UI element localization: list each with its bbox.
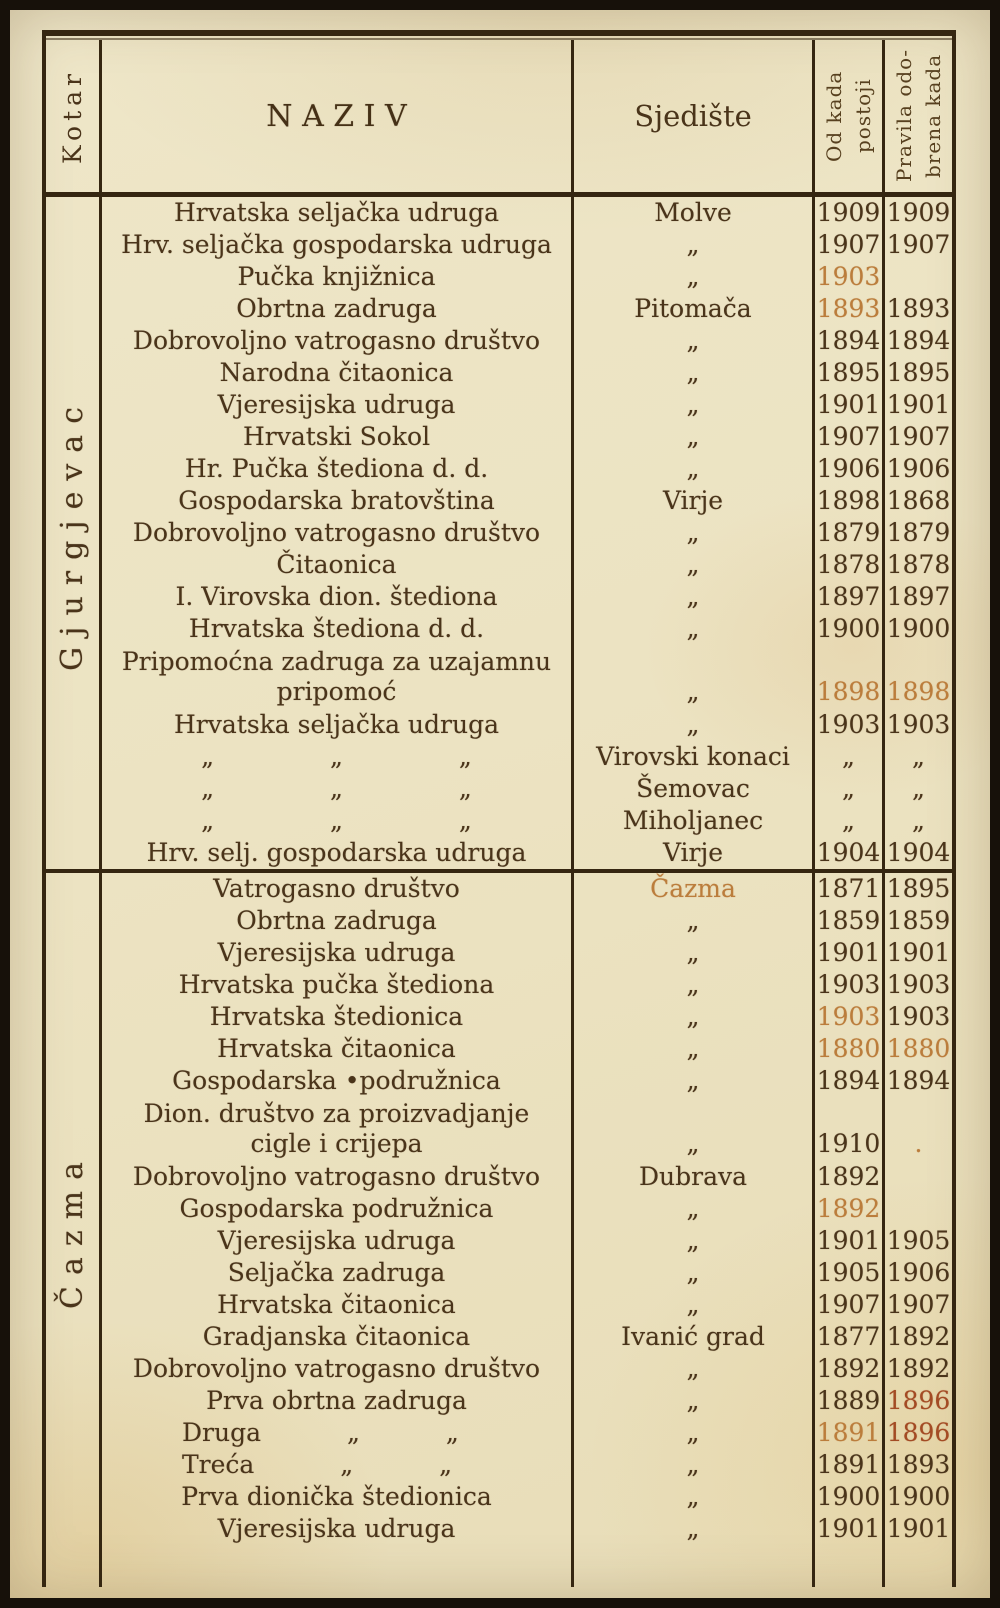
sjediste-cell: „	[686, 326, 700, 355]
naziv-text: Dobrovoljno vatrogasno društvo	[132, 1162, 541, 1191]
naziv-cell	[102, 325, 571, 357]
naziv-cell	[102, 1289, 571, 1321]
approved-cell: „	[912, 742, 925, 771]
approved-cell	[885, 261, 952, 293]
founded-cell: 1879	[816, 518, 881, 547]
approved-cell: 1901	[886, 390, 951, 419]
founded-cell: 1906	[816, 454, 881, 483]
approved-cell: 1903	[886, 970, 951, 999]
approved-cell: 1907	[886, 1290, 951, 1319]
approved-cell: 1893	[886, 1450, 951, 1479]
approved-cell: 1879	[886, 518, 951, 547]
founded-cell: 1891	[816, 1418, 881, 1447]
sjediste-cell: „	[686, 1258, 700, 1287]
naziv-text: Seljačka zadruga	[227, 1258, 446, 1287]
founded-cell: 1877	[816, 1322, 881, 1351]
founded-cell: 1897	[816, 582, 881, 611]
sjediste-cell: „	[686, 1514, 700, 1543]
approved-cell: 1868	[886, 486, 951, 515]
founded-cell: 1901	[816, 938, 881, 967]
sjediste-cell: Pitomača	[634, 294, 752, 323]
naziv-text: Druga „ „	[182, 1418, 459, 1447]
approved-cell: 1892	[886, 1322, 951, 1351]
sjediste-cell: „	[686, 1450, 700, 1479]
founded-cell: 1904	[816, 838, 881, 867]
naziv-text: Hrv. selj. gospodarska udruga	[146, 838, 527, 867]
naziv-text: Prva obrtna zadruga	[206, 1386, 467, 1415]
sjediste-cell: „	[686, 358, 700, 387]
naziv-text: Obrtna zadruga	[236, 906, 437, 935]
sjediste-cell: Dubrava	[638, 1162, 748, 1191]
naziv-text: Gospodarska bratovština	[178, 486, 495, 515]
approved-cell: 1895	[886, 358, 951, 387]
naziv-text: Narodna čitaonica	[219, 358, 454, 387]
sjediste-cell: „	[686, 906, 700, 935]
approved-cell: 1901	[886, 1514, 951, 1543]
naziv-cell	[102, 1161, 571, 1193]
naziv-cell	[102, 1417, 571, 1449]
header-kotar-label: Kotar	[58, 68, 87, 164]
naziv-cell	[102, 357, 571, 389]
naziv-cell	[102, 1481, 571, 1513]
naziv-text: Vjeresijska udruga	[217, 1514, 456, 1543]
naziv-text: Hr. Pučka štediona d. d.	[184, 454, 489, 483]
header-sjediste-label: Sjedište	[634, 99, 752, 133]
header-founded-label: Od kada postoji	[821, 70, 875, 162]
founded-cell: 1892	[816, 1162, 881, 1191]
founded-cell: 1903	[816, 262, 881, 291]
founded-cell: 1903	[816, 1002, 881, 1031]
naziv-text: Dobrovoljno vatrogasno društvo	[132, 518, 541, 547]
approved-cell	[885, 1161, 952, 1193]
naziv-text: Pripomoćna zadruga za uzajamnu	[121, 647, 552, 676]
header-founded	[812, 40, 882, 192]
approved-cell: 1903	[886, 1002, 951, 1031]
naziv-text: Hrvatska seljačka udruga	[174, 198, 499, 227]
sjediste-cell: Ivanić grad	[621, 1322, 765, 1351]
approved-cell: 1859	[886, 906, 951, 935]
founded-column	[812, 873, 882, 1587]
sjediste-cell: Miholjanec	[622, 806, 764, 835]
naziv-text: Gospodarska podružnica	[179, 1194, 494, 1223]
naziv-cell	[102, 1001, 571, 1033]
naziv-cell	[102, 873, 571, 905]
naziv-cell	[102, 645, 571, 709]
naziv-cell	[102, 969, 571, 1001]
sjediste-cell: Šemovac	[636, 774, 750, 803]
sjediste-cell: „	[686, 1482, 700, 1511]
approved-cell: 1900	[886, 1482, 951, 1511]
naziv-cell	[102, 905, 571, 937]
sjediste-column	[571, 197, 812, 869]
founded-cell: 1892	[816, 1354, 881, 1383]
naziv-text: Pučka knjižnica	[237, 262, 436, 291]
naziv-text-line2: cigle i crijepa	[250, 1129, 423, 1158]
sjediste-cell: „	[686, 230, 700, 259]
naziv-cell	[102, 581, 571, 613]
founded-cell: 1900	[816, 1482, 881, 1511]
naziv-text: Vjeresijska udruga	[217, 390, 456, 419]
naziv-cell	[102, 805, 571, 837]
naziv-cell	[102, 549, 571, 581]
naziv-text: Hrvatska čitaonica	[217, 1290, 456, 1319]
naziv-text: Vatrogasno društvo	[213, 874, 460, 903]
naziv-text: Treća „ „	[182, 1450, 453, 1479]
approved-cell: .	[914, 1129, 923, 1158]
approved-cell: 1903	[886, 710, 951, 739]
naziv-text: Čitaonica	[276, 550, 397, 579]
founded-cell: „	[842, 742, 855, 771]
naziv-cell	[102, 937, 571, 969]
sjediste-cell: „	[686, 422, 700, 451]
naziv-cell	[102, 229, 571, 261]
approved-cell: 1909	[886, 198, 951, 227]
founded-cell: 1907	[816, 230, 881, 259]
naziv-cell	[102, 485, 571, 517]
naziv-cell	[102, 517, 571, 549]
naziv-cell	[102, 1385, 571, 1417]
founded-cell: 1895	[816, 358, 881, 387]
sjediste-cell: Molve	[654, 198, 732, 227]
naziv-text: Prva dionička štedionica	[181, 1482, 492, 1511]
naziv-cell	[102, 741, 571, 773]
naziv-cell	[102, 1193, 571, 1225]
approved-cell	[885, 1193, 952, 1225]
naziv-cell	[102, 1257, 571, 1289]
naziv-cell	[102, 293, 571, 325]
founded-cell: 1909	[816, 198, 881, 227]
kotar-section-label: Čazma	[55, 1151, 90, 1309]
sjediste-cell: „	[686, 454, 700, 483]
header-approved	[882, 40, 952, 192]
sjediste-cell: „	[686, 1194, 700, 1223]
sjediste-cell: „	[686, 1129, 700, 1158]
sjediste-cell: „	[686, 614, 700, 643]
sjediste-cell: „	[686, 1066, 700, 1095]
kotar-section-label: Gjurgjevac	[55, 395, 90, 671]
naziv-cell	[102, 837, 571, 869]
founded-cell: 1880	[816, 1034, 881, 1063]
sjediste-cell: „	[686, 1354, 700, 1383]
approved-column	[882, 873, 952, 1587]
naziv-cell	[102, 261, 571, 293]
naziv-text: Hrvatska pučka štediona	[178, 970, 495, 999]
approved-column	[882, 197, 952, 869]
approved-cell: 1898	[886, 677, 951, 706]
sjediste-cell: „	[686, 938, 700, 967]
approved-cell: 1894	[886, 326, 951, 355]
founded-cell: 1901	[816, 390, 881, 419]
naziv-cell	[102, 1225, 571, 1257]
founded-cell: 1898	[816, 486, 881, 515]
founded-cell: 1910	[816, 1129, 881, 1158]
sjediste-cell: Virje	[662, 486, 724, 515]
header-sjediste	[571, 40, 812, 192]
sjediste-cell: „	[686, 550, 700, 579]
approved-cell: 1880	[886, 1034, 951, 1063]
sjediste-cell: „	[686, 1002, 700, 1031]
founded-cell: 1903	[816, 710, 881, 739]
founded-cell: 1898	[816, 677, 881, 706]
sjediste-cell: Virje	[662, 838, 724, 867]
founded-cell: „	[842, 806, 855, 835]
naziv-cell	[102, 709, 571, 741]
founded-cell: 1900	[816, 614, 881, 643]
naziv-text: „ „ „	[201, 742, 472, 771]
sjediste-cell: „	[686, 582, 700, 611]
founded-cell: 1893	[816, 294, 881, 323]
founded-cell: 1894	[816, 326, 881, 355]
kotar-cell	[46, 197, 99, 869]
naziv-text: Vjeresijska udruga	[217, 938, 456, 967]
section-gjurgjevac	[46, 197, 952, 869]
header-kotar	[46, 40, 99, 192]
section-cazma	[46, 869, 952, 1587]
table-header	[46, 40, 952, 197]
naziv-cell	[102, 421, 571, 453]
naziv-cell	[102, 1033, 571, 1065]
naziv-text: Hrv. seljačka gospodarska udruga	[121, 230, 552, 259]
sjediste-cell: „	[686, 1226, 700, 1255]
founded-cell: 1907	[816, 1290, 881, 1319]
sjediste-column	[571, 873, 812, 1587]
naziv-text-line2: pripomoć	[276, 677, 397, 706]
sjediste-cell: „	[686, 1386, 700, 1415]
founded-cell: 1905	[816, 1258, 881, 1287]
approved-cell: 1907	[886, 422, 951, 451]
approved-cell: 1905	[886, 1226, 951, 1255]
founded-cell: 1907	[816, 422, 881, 451]
approved-cell: 1892	[886, 1354, 951, 1383]
founded-cell: 1901	[816, 1514, 881, 1543]
sjediste-cell: „	[686, 390, 700, 419]
kotar-cell	[46, 873, 99, 1587]
approved-cell: 1897	[886, 582, 951, 611]
founded-cell: 1878	[816, 550, 881, 579]
founded-cell: 1894	[816, 1066, 881, 1095]
founded-column	[812, 197, 882, 869]
founded-cell: 1889	[816, 1386, 881, 1415]
approved-cell: 1904	[886, 838, 951, 867]
naziv-cell	[102, 1065, 571, 1097]
founded-cell: 1859	[816, 906, 881, 935]
approved-cell: 1895	[886, 874, 951, 903]
founded-cell: 1901	[816, 1226, 881, 1255]
naziv-column	[99, 197, 571, 869]
naziv-text: Hrvatska čitaonica	[217, 1034, 456, 1063]
approved-cell: 1901	[886, 938, 951, 967]
naziv-column	[99, 873, 571, 1587]
naziv-text: Hrvatski Sokol	[242, 422, 431, 451]
naziv-cell	[102, 773, 571, 805]
sjediste-cell: „	[686, 1290, 700, 1319]
naziv-text: Hrvatska štedionica	[209, 1002, 464, 1031]
naziv-cell	[102, 1449, 571, 1481]
sjediste-cell: „	[686, 1034, 700, 1063]
approved-cell: 1896	[886, 1418, 951, 1447]
approved-cell: 1896	[886, 1386, 951, 1415]
sjediste-cell: „	[686, 710, 700, 739]
founded-cell: 1871	[816, 874, 881, 903]
sjediste-cell: „	[686, 970, 700, 999]
naziv-text: Vjeresijska udruga	[217, 1226, 456, 1255]
naziv-text: Gradjanska čitaonica	[202, 1322, 471, 1351]
naziv-text: „ „ „	[201, 774, 472, 803]
naziv-text: „ „ „	[201, 806, 472, 835]
sjediste-cell: „	[686, 677, 700, 706]
founded-cell: „	[842, 774, 855, 803]
approved-cell: 1893	[886, 294, 951, 323]
sjediste-cell: Virovski konaci	[596, 742, 790, 771]
header-approved-label: Pravila odo-brena kada	[891, 49, 945, 183]
approved-cell: 1894	[886, 1066, 951, 1095]
naziv-text: Gospodarska •podružnica	[172, 1066, 501, 1095]
approved-cell: 1907	[886, 230, 951, 259]
founded-cell: 1892	[816, 1194, 881, 1223]
sjediste-cell: „	[686, 262, 700, 291]
naziv-cell	[102, 197, 571, 229]
naziv-cell	[102, 1321, 571, 1353]
naziv-text: Obrtna zadruga	[236, 294, 437, 323]
naziv-text: Dion. društvo za proizvadjanje	[143, 1099, 530, 1128]
naziv-cell	[102, 1097, 571, 1161]
sjediste-cell: „	[686, 1418, 700, 1447]
scanned-page	[10, 10, 990, 1598]
sjediste-cell: Čazma	[650, 874, 736, 903]
naziv-cell	[102, 613, 571, 645]
approved-cell: 1906	[886, 454, 951, 483]
founded-cell: 1891	[816, 1450, 881, 1479]
naziv-text: Dobrovoljno vatrogasno društvo	[132, 1354, 541, 1383]
naziv-cell	[102, 453, 571, 485]
approved-cell: „	[912, 806, 925, 835]
sjediste-cell: „	[686, 518, 700, 547]
header-naziv	[99, 40, 571, 192]
approved-cell: „	[912, 774, 925, 803]
header-naziv-label: N A Z I V	[266, 98, 407, 134]
approved-cell: 1906	[886, 1258, 951, 1287]
naziv-text: Dobrovoljno vatrogasno društvo	[132, 326, 541, 355]
naziv-text: Hrvatska seljačka udruga	[174, 710, 499, 739]
naziv-cell	[102, 1353, 571, 1385]
naziv-text: Hrvatska štediona d. d.	[188, 614, 485, 643]
register-table	[42, 30, 956, 1587]
approved-cell: 1878	[886, 550, 951, 579]
approved-cell: 1900	[886, 614, 951, 643]
naziv-cell	[102, 1513, 571, 1545]
naziv-cell	[102, 389, 571, 421]
founded-cell: 1903	[816, 970, 881, 999]
naziv-text: I. Virovska dion. štediona	[175, 582, 498, 611]
